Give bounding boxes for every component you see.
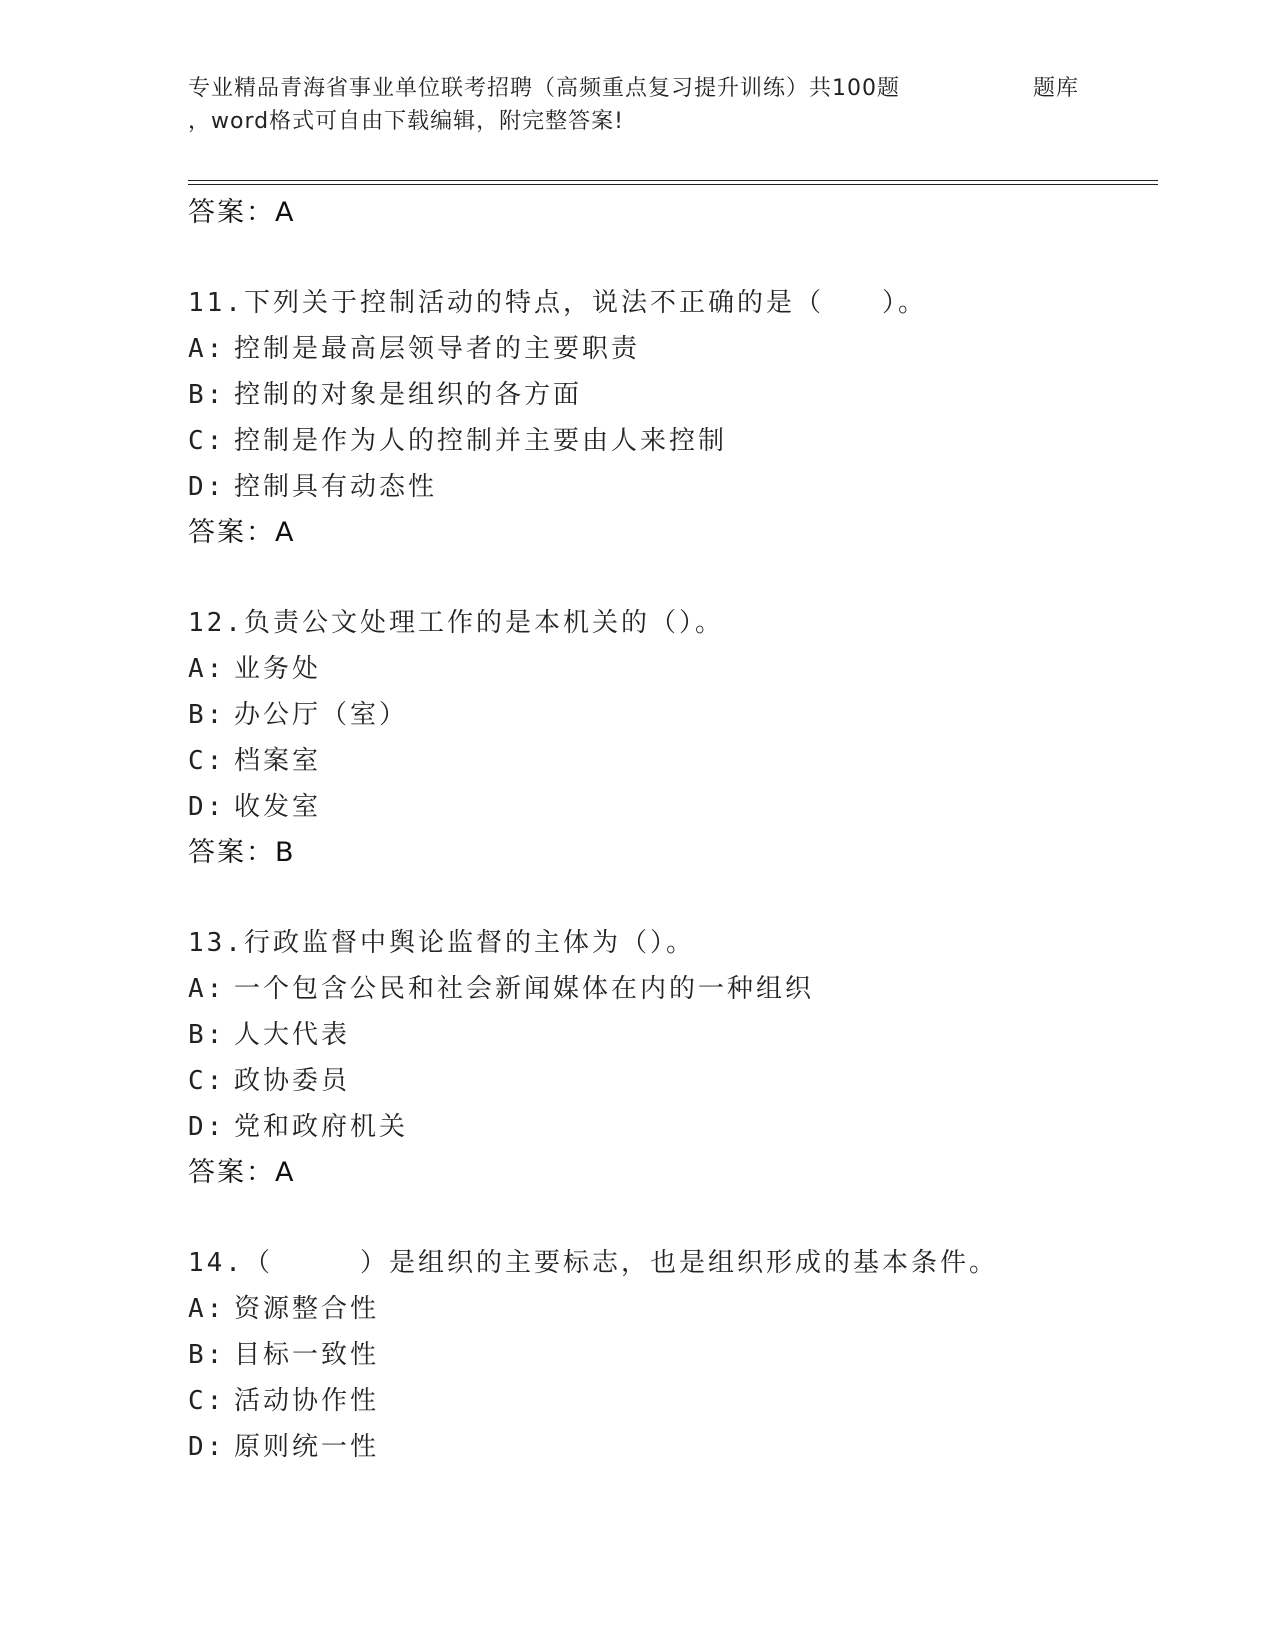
answer-line: 答案：A xyxy=(188,1157,296,1188)
question-block xyxy=(188,920,1148,1196)
option-b xyxy=(188,692,1148,738)
page-header xyxy=(188,72,1148,138)
option-letter: D: xyxy=(188,792,226,822)
header-title-line xyxy=(188,72,1148,105)
option-text: 控制是作为人的控制并主要由人来控制 xyxy=(234,426,728,456)
option-letter: C: xyxy=(188,1386,226,1416)
option-letter: A: xyxy=(188,974,226,1004)
option-text: 收发室 xyxy=(234,792,322,822)
option-text: 业务处 xyxy=(234,654,322,684)
option-letter: A: xyxy=(188,654,226,684)
option-letter: D: xyxy=(188,1112,226,1142)
option-a xyxy=(188,1286,1148,1332)
option-letter: C: xyxy=(188,1066,226,1096)
option-d xyxy=(188,464,1148,510)
option-letter: B: xyxy=(188,1340,226,1370)
header-subtitle: ，word格式可自由下载编辑，附完整答案! xyxy=(188,109,624,134)
option-b xyxy=(188,1332,1148,1378)
option-text: 活动协作性 xyxy=(234,1386,380,1416)
option-a xyxy=(188,966,1148,1012)
option-b xyxy=(188,372,1148,418)
question-block xyxy=(188,1240,1148,1470)
option-text: 控制是最高层领导者的主要职责 xyxy=(234,334,641,364)
option-letter: A: xyxy=(188,1294,226,1324)
option-text: 控制具有动态性 xyxy=(234,472,438,502)
header-divider-top xyxy=(188,180,1158,181)
header-title: 专业精品青海省事业单位联考招聘（高频重点复习提升训练）共100题 xyxy=(188,76,900,101)
option-letter: D: xyxy=(188,472,226,502)
option-letter: C: xyxy=(188,426,226,456)
document-body xyxy=(188,190,1148,1470)
option-c xyxy=(188,1378,1148,1424)
option-c xyxy=(188,418,1148,464)
option-text: 政协委员 xyxy=(234,1066,351,1096)
question-block xyxy=(188,600,1148,876)
option-a xyxy=(188,646,1148,692)
option-c xyxy=(188,738,1148,784)
option-text: 目标一致性 xyxy=(234,1340,380,1370)
option-text: 一个包含公民和社会新闻媒体在内的一种组织 xyxy=(234,974,815,1004)
option-text: 资源整合性 xyxy=(234,1294,380,1324)
option-b xyxy=(188,1012,1148,1058)
option-text: 控制的对象是组织的各方面 xyxy=(234,380,583,410)
option-letter: A: xyxy=(188,334,226,364)
option-d xyxy=(188,1104,1148,1150)
option-d xyxy=(188,784,1148,830)
option-text: 党和政府机关 xyxy=(234,1112,409,1142)
header-divider-bottom xyxy=(188,184,1158,185)
option-letter: D: xyxy=(188,1432,226,1462)
option-letter: B: xyxy=(188,1020,226,1050)
answer-line: 答案：A xyxy=(188,197,296,228)
question-block xyxy=(188,280,1148,556)
option-letter: B: xyxy=(188,380,226,410)
option-text: 办公厅（室） xyxy=(234,700,409,730)
question-stem: 14.（ ）是组织的主要标志，也是组织形成的基本条件。 xyxy=(188,1248,998,1278)
question-stem: 13.行政监督中舆论监督的主体为（）。 xyxy=(188,928,695,958)
answer-line: 答案：A xyxy=(188,517,296,548)
question-stem: 12.负责公文处理工作的是本机关的（）。 xyxy=(188,608,724,638)
option-d xyxy=(188,1424,1148,1470)
option-c xyxy=(188,1058,1148,1104)
option-a xyxy=(188,326,1148,372)
option-letter: C: xyxy=(188,746,226,776)
question-stem: 11.下列关于控制活动的特点，说法不正确的是（ ）。 xyxy=(188,288,927,318)
answer-line: 答案：B xyxy=(188,837,296,868)
option-text: 人大代表 xyxy=(234,1020,351,1050)
header-tiku: 题库 xyxy=(1033,76,1080,101)
option-letter: B: xyxy=(188,700,226,730)
option-text: 原则统一性 xyxy=(234,1432,380,1462)
option-text: 档案室 xyxy=(234,746,322,776)
